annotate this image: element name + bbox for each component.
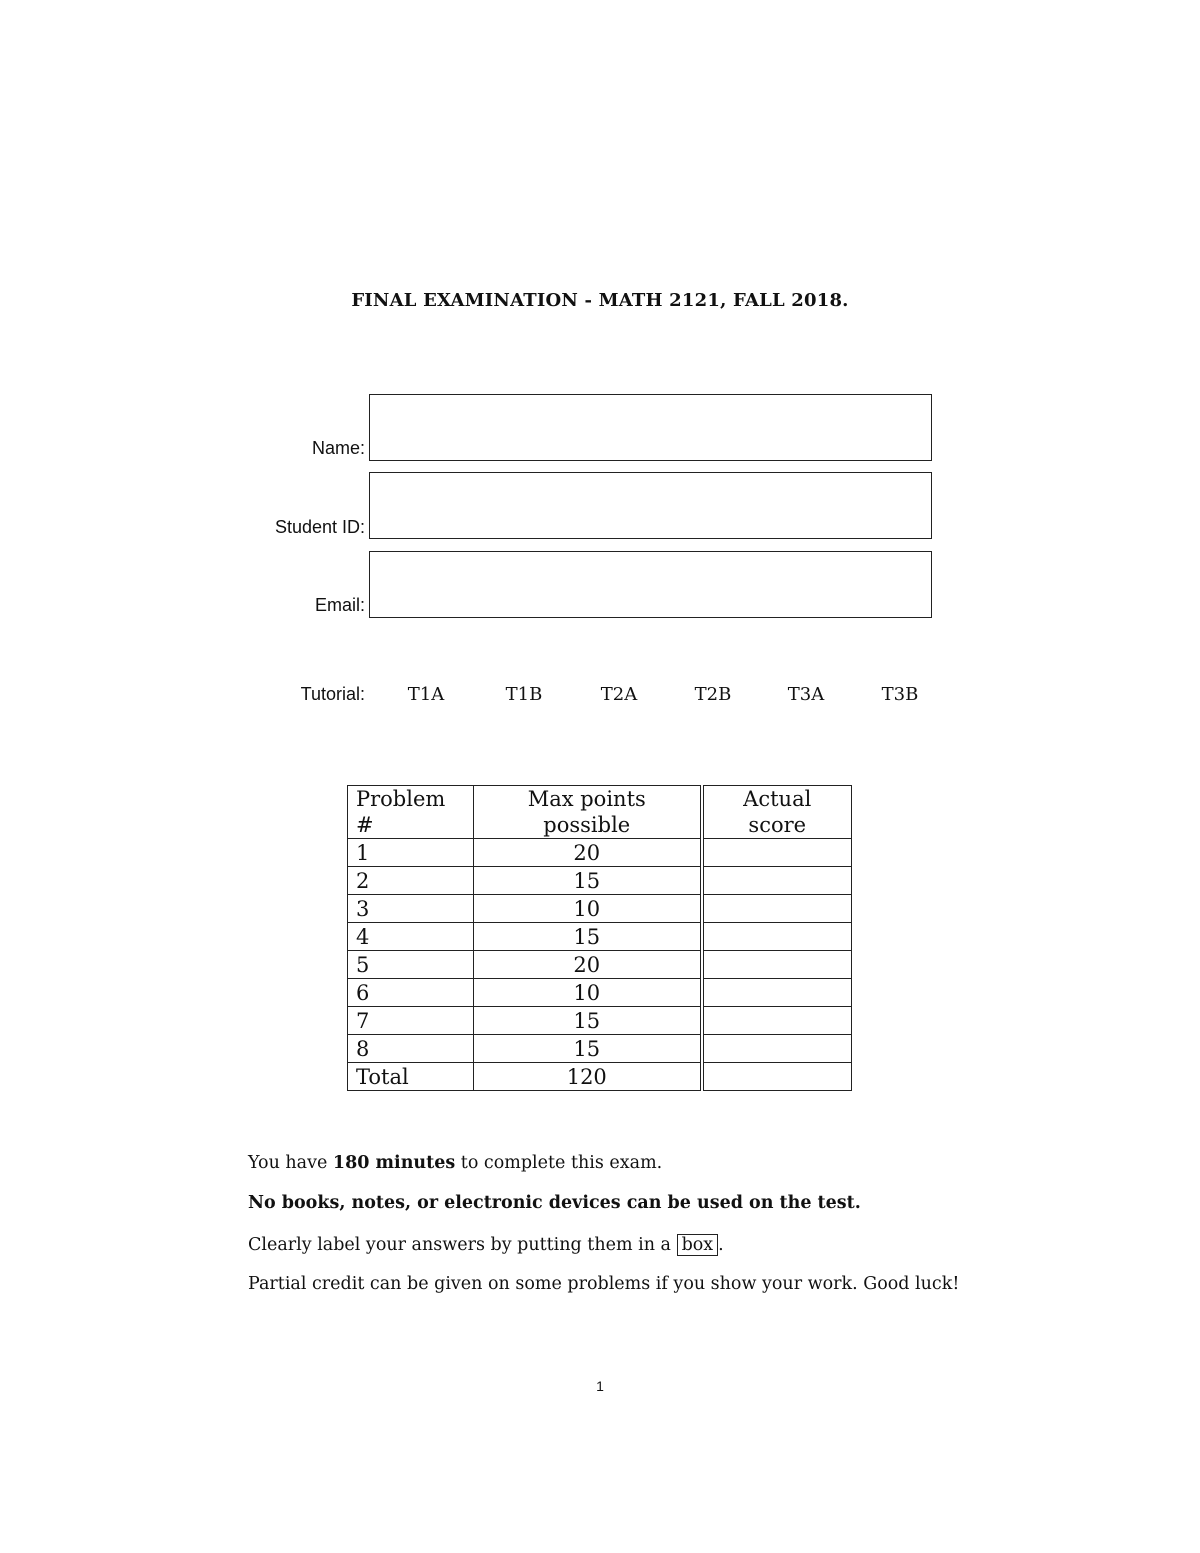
- max-points: 20: [474, 839, 702, 867]
- box-example: box: [677, 1234, 719, 1256]
- problem-number: 6: [348, 979, 474, 1007]
- max-points: 15: [474, 1035, 702, 1063]
- max-points: 15: [474, 1007, 702, 1035]
- instruction-partial-credit: Partial credit can be given on some problems if you show your work. Good luck!: [248, 1274, 960, 1294]
- table-row: [348, 895, 852, 923]
- total-label: Total: [348, 1063, 474, 1091]
- max-points: 15: [474, 867, 702, 895]
- student-id-label: Student ID:: [274, 517, 365, 537]
- problem-number: 5: [348, 951, 474, 979]
- problem-number: 4: [348, 923, 474, 951]
- max-points: 20: [474, 951, 702, 979]
- tutorial-option-t1b[interactable]: T1B: [505, 684, 543, 705]
- max-points: 10: [474, 979, 702, 1007]
- table-row: [348, 1035, 852, 1063]
- table-row-total: [348, 1063, 852, 1091]
- total-max-points: 120: [474, 1063, 702, 1091]
- table-row: [348, 867, 852, 895]
- total-score-cell[interactable]: [702, 1063, 852, 1091]
- header-max-points: Max points possible: [474, 786, 702, 839]
- instruction-box-post: .: [718, 1235, 724, 1255]
- actual-score-cell[interactable]: [702, 923, 852, 951]
- max-points: 10: [474, 895, 702, 923]
- instruction-no-books: No books, notes, or electronic devices can be used on the test.: [248, 1193, 861, 1213]
- instruction-box: [248, 1235, 724, 1255]
- instruction-time-post: to complete this exam.: [455, 1153, 663, 1173]
- tutorial-option-t2a[interactable]: T2A: [600, 684, 638, 705]
- score-table: [347, 785, 852, 1091]
- max-points: 15: [474, 923, 702, 951]
- problem-number: 1: [348, 839, 474, 867]
- header-problem: Problem #: [348, 786, 474, 839]
- instruction-time-bold: 180 minutes: [332, 1153, 456, 1173]
- problem-number: 8: [348, 1035, 474, 1063]
- table-row: [348, 923, 852, 951]
- score-table-header: [348, 786, 852, 839]
- instruction-box-pre: Clearly label your answers by putting them in a: [248, 1235, 677, 1255]
- table-row: [348, 1007, 852, 1035]
- table-row: [348, 951, 852, 979]
- actual-score-cell[interactable]: [702, 895, 852, 923]
- instruction-time: [248, 1153, 662, 1173]
- email-field[interactable]: [369, 551, 932, 618]
- actual-score-cell[interactable]: [702, 867, 852, 895]
- table-row: [348, 839, 852, 867]
- name-label: Name:: [311, 438, 365, 458]
- problem-number: 7: [348, 1007, 474, 1035]
- actual-score-cell[interactable]: [702, 951, 852, 979]
- exam-title: FINAL EXAMINATION - MATH 2121, FALL 2018.: [351, 290, 849, 311]
- name-field[interactable]: [369, 394, 932, 461]
- header-actual-score: Actual score: [702, 786, 852, 839]
- actual-score-cell[interactable]: [702, 839, 852, 867]
- tutorial-option-t2b[interactable]: T2B: [694, 684, 732, 705]
- problem-number: 3: [348, 895, 474, 923]
- tutorial-option-t1a[interactable]: T1A: [407, 684, 445, 705]
- instruction-time-pre: You have: [248, 1153, 333, 1173]
- tutorial-label: Tutorial:: [300, 684, 365, 704]
- page-number: 1: [596, 1378, 604, 1394]
- actual-score-cell[interactable]: [702, 1007, 852, 1035]
- actual-score-cell[interactable]: [702, 979, 852, 1007]
- tutorial-option-t3b[interactable]: T3B: [881, 684, 919, 705]
- tutorial-option-t3a[interactable]: T3A: [787, 684, 825, 705]
- student-id-field[interactable]: [369, 472, 932, 539]
- email-label: Email:: [314, 595, 365, 615]
- actual-score-cell[interactable]: [702, 1035, 852, 1063]
- problem-number: 2: [348, 867, 474, 895]
- table-row: [348, 979, 852, 1007]
